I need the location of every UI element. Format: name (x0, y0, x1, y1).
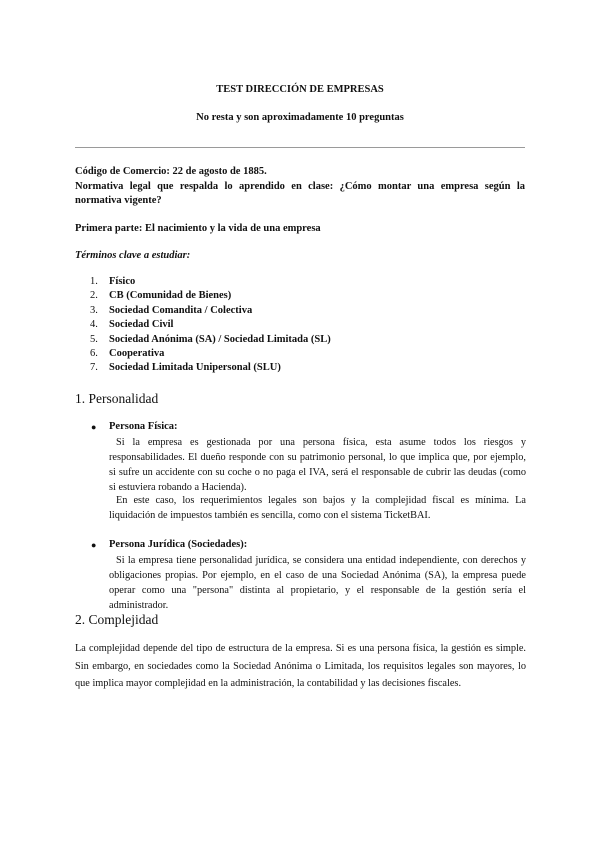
paragraph-persona-juridica (109, 553, 526, 613)
list-item-label: Sociedad Comandita / Colectiva (109, 304, 253, 316)
list-item (75, 289, 475, 303)
list-item-label: Cooperativa (109, 347, 165, 359)
codigo-comercio-line: Código de Comercio: 22 de agosto de 1885. (75, 166, 267, 177)
list-item-label: Físico (109, 276, 136, 287)
horizontal-divider (75, 147, 525, 148)
section-heading-complejidad: 2. Complejidad (75, 612, 159, 627)
paragraph-persona-fisica-2 (109, 493, 526, 523)
bullet-title-persona-fisica: Persona Física: (109, 421, 178, 432)
list-item-label: Sociedad Anónima (SA) / Sociedad Limitada (SL) (109, 333, 331, 345)
normativa-line: Normativa legal que respalda lo aprendido en clase: ¿Cómo montar una empresa según la normativa vigente? (75, 181, 525, 206)
paragraph-text: En este caso, los requerimientos legales son bajos y la complejidad fiscal es mínima. La liquidación de impuestos también es sencilla, como con el sistema TicketBAI. (109, 495, 526, 521)
bullet-icon: ● (91, 540, 97, 550)
list-number: 2. (90, 290, 98, 302)
list-number: 6. (90, 347, 98, 359)
part-title: Primera parte: El nacimiento y la vida de una empresa (75, 223, 321, 234)
paragraph-persona-fisica-1 (109, 435, 526, 495)
document-title: TEST DIRECCIÓN DE EMPRESAS (216, 84, 384, 95)
list-number: 7. (90, 362, 98, 374)
document-subtitle: No resta y son aproximadamente 10 preguntas (196, 112, 404, 123)
list-number: 4. (90, 319, 98, 331)
terms-title: Términos clave a estudiar: (75, 250, 191, 261)
paragraph-text: Si la empresa es gestionada por una persona física, esta asume todos los riesgos y responsabilidades. El dueño responde con su patrimonio personal, lo que implica que, por ejemplo, si sufre un accidente con su coche o no paga el IVA, será el responsable de cubrir las deudas (como si estuviera robando a Hacienda). (109, 437, 526, 493)
list-item (75, 347, 475, 361)
list-item (75, 275, 475, 289)
bullet-title-persona-juridica: Persona Jurídica (Sociedades): (109, 539, 248, 550)
list-item (75, 361, 475, 375)
key-terms-list (75, 275, 475, 376)
section-heading-personalidad: 1. Personalidad (75, 391, 159, 406)
list-item (75, 318, 475, 332)
list-item (75, 333, 475, 347)
bullet-icon: ● (91, 422, 97, 432)
list-item (75, 304, 475, 318)
paragraph-text: Si la empresa tiene personalidad jurídica, se considera una entidad independiente, con derechos y obligaciones propias. Por ejemplo, en el caso de una Sociedad Anónima (SA), la empresa puede operar como una "persona" distinta al propietario, y el responsable de la gestión sería el administrador. (109, 555, 526, 611)
list-number: 5. (90, 333, 98, 345)
list-item-label: Sociedad Civil (109, 319, 174, 331)
paragraph-complejidad: La complejidad depende del tipo de estructura de la empresa. Si es una persona física, la gestión es simple. Sin embargo, en sociedades como la Sociedad Anónima o Limitada, los requisitos legales son mayores, lo que implica mayor complejidad en la administración, la contabilidad y las decisiones fiscales. (75, 643, 526, 690)
list-item-label: Sociedad Limitada Unipersonal (SLU) (109, 362, 281, 374)
list-number: 1. (90, 276, 98, 287)
list-item-label: CB (Comunidad de Bienes) (109, 290, 232, 302)
list-number: 3. (90, 304, 98, 316)
